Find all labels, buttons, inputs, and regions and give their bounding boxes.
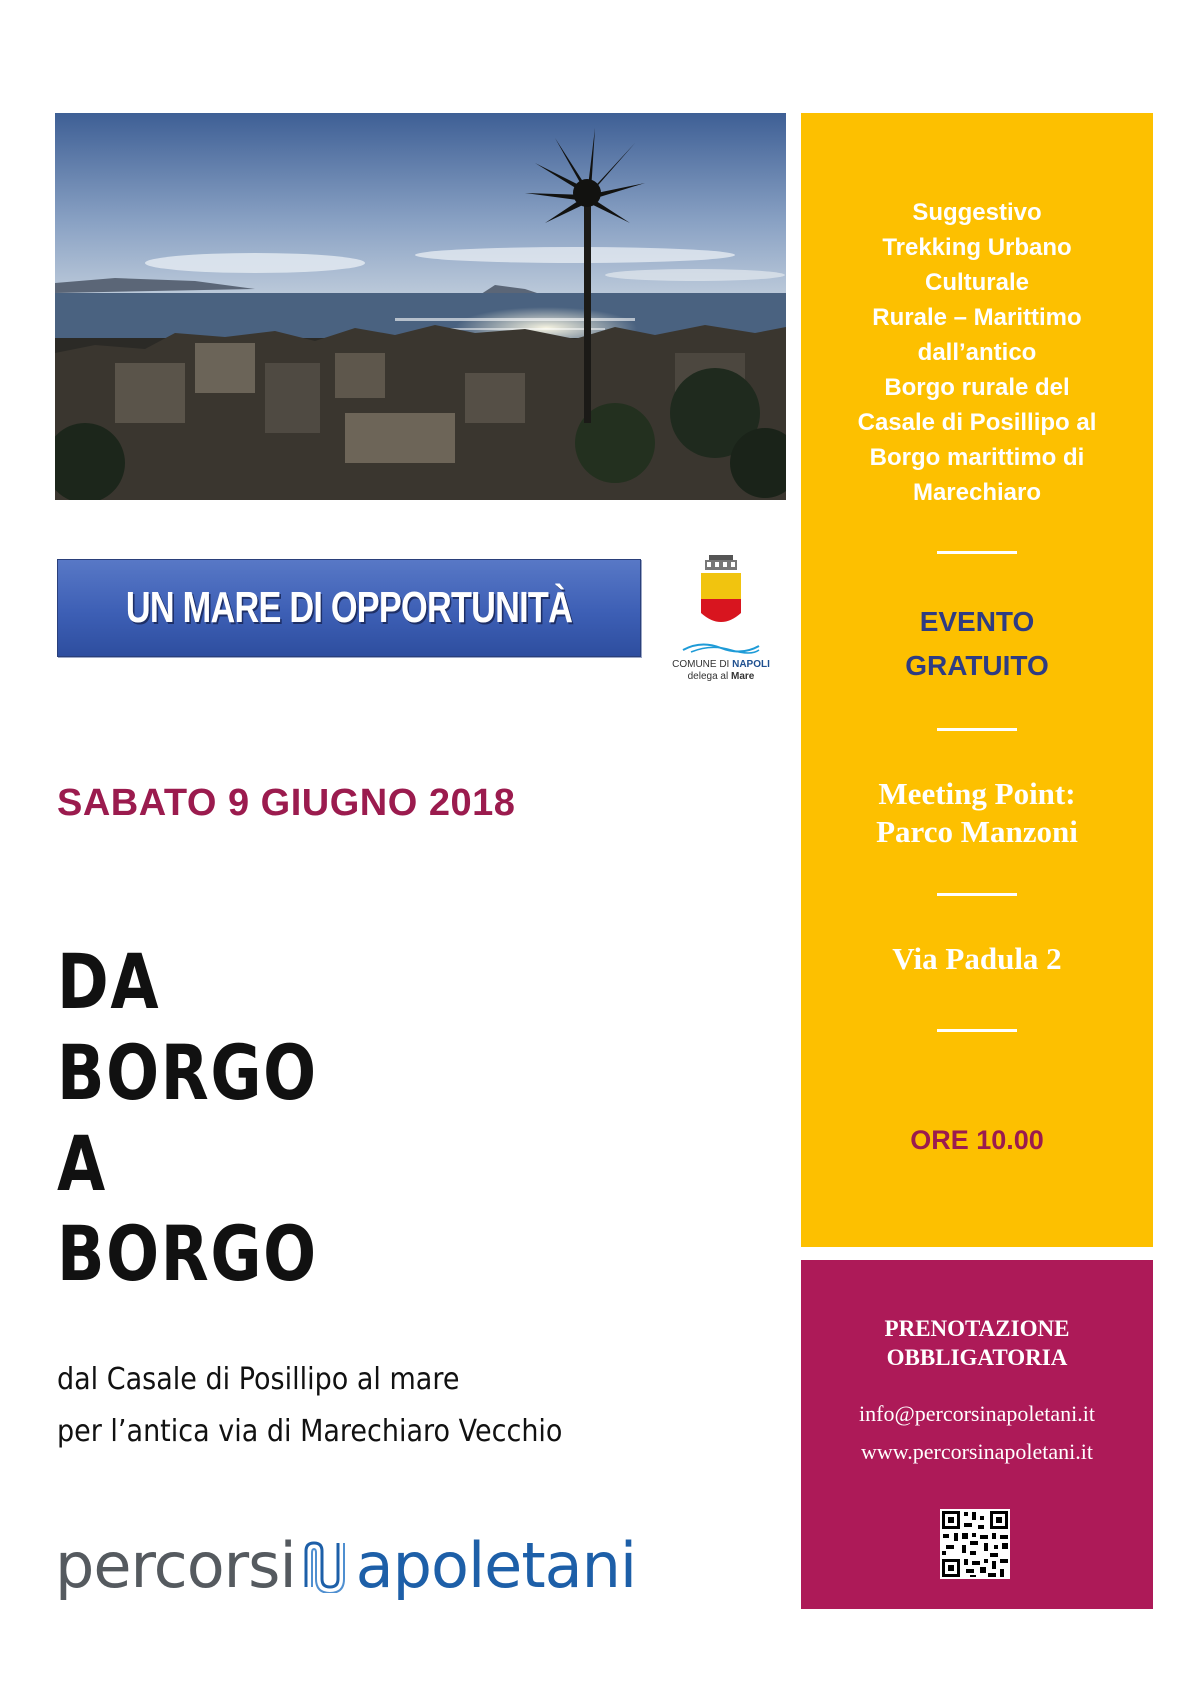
title-line-3: A — [57, 1119, 107, 1208]
divider — [937, 551, 1017, 554]
comune-napoli-logo — [660, 553, 782, 682]
comune-city: NAPOLI — [732, 659, 770, 670]
email-link[interactable]: info@percorsinapoletani.it — [859, 1401, 1095, 1426]
brand-n-icon — [298, 1537, 354, 1593]
comune-label: COMUNE DI — [672, 659, 733, 670]
description-line: Trekking Urbano — [882, 234, 1072, 261]
meeting-point-label: Meeting Point: — [878, 776, 1076, 811]
description-line: Suggestivo — [912, 199, 1042, 226]
divider — [937, 1029, 1017, 1032]
title-line-2: BORGO — [57, 1028, 318, 1117]
meeting-point-place: Parco Manzoni — [876, 814, 1078, 849]
title-line-1: DA — [57, 937, 161, 1026]
opportunity-banner — [57, 559, 641, 657]
brand-part-1: percorsi — [55, 1528, 296, 1602]
title-line-4: BORGO — [57, 1209, 318, 1298]
event-time: ORE 10.00 — [910, 1125, 1044, 1155]
booking-heading-line-1: PRENOTAZIONE — [884, 1316, 1070, 1341]
event-date: SABATO 9 GIUGNO 2018 — [57, 782, 516, 824]
qr-code-icon — [940, 1509, 1010, 1579]
description-line: dall’antico — [917, 339, 1037, 366]
description-line: Rurale – Marittimo — [872, 304, 1082, 331]
meeting-point — [801, 775, 1153, 851]
hero-photo — [55, 113, 786, 500]
delega-subject: Mare — [731, 671, 755, 682]
meeting-address: Via Padula 2 — [892, 941, 1062, 976]
description-line: Casale di Posillipo al — [857, 409, 1097, 436]
divider — [937, 893, 1017, 896]
subtitle-line-1: dal Casale di Posillipo al mare — [57, 1362, 460, 1397]
percorsi-napoletani-logo — [55, 1530, 636, 1600]
description-line: Borgo marittimo di — [869, 444, 1085, 471]
free-event-line-2: GRATUITO — [905, 650, 1049, 681]
free-event-label — [801, 600, 1153, 688]
description-line: Marechiaro — [912, 479, 1042, 506]
delega-label: delega al — [687, 671, 731, 682]
wave-icon — [681, 640, 761, 654]
website-link[interactable]: www.percorsinapoletani.it — [861, 1439, 1093, 1464]
description-line: Borgo rurale del — [884, 374, 1070, 401]
booking-heading-line-2: OBBLIGATORIA — [886, 1345, 1068, 1370]
free-event-line-1: EVENTO — [919, 606, 1035, 637]
coat-of-arms-icon — [691, 553, 751, 635]
description-line: Culturale — [924, 269, 1029, 296]
event-description — [801, 195, 1153, 510]
banner-text: UN MARE DI OPPORTUNITÀ — [125, 583, 573, 632]
booking-heading — [801, 1314, 1153, 1372]
booking-contacts — [801, 1395, 1153, 1471]
qr-code — [940, 1509, 1010, 1579]
subtitle-line-2: per l’antica via di Marechiaro Vecchio — [57, 1414, 563, 1449]
brand-part-2: apoletani — [355, 1528, 637, 1602]
divider — [937, 728, 1017, 731]
